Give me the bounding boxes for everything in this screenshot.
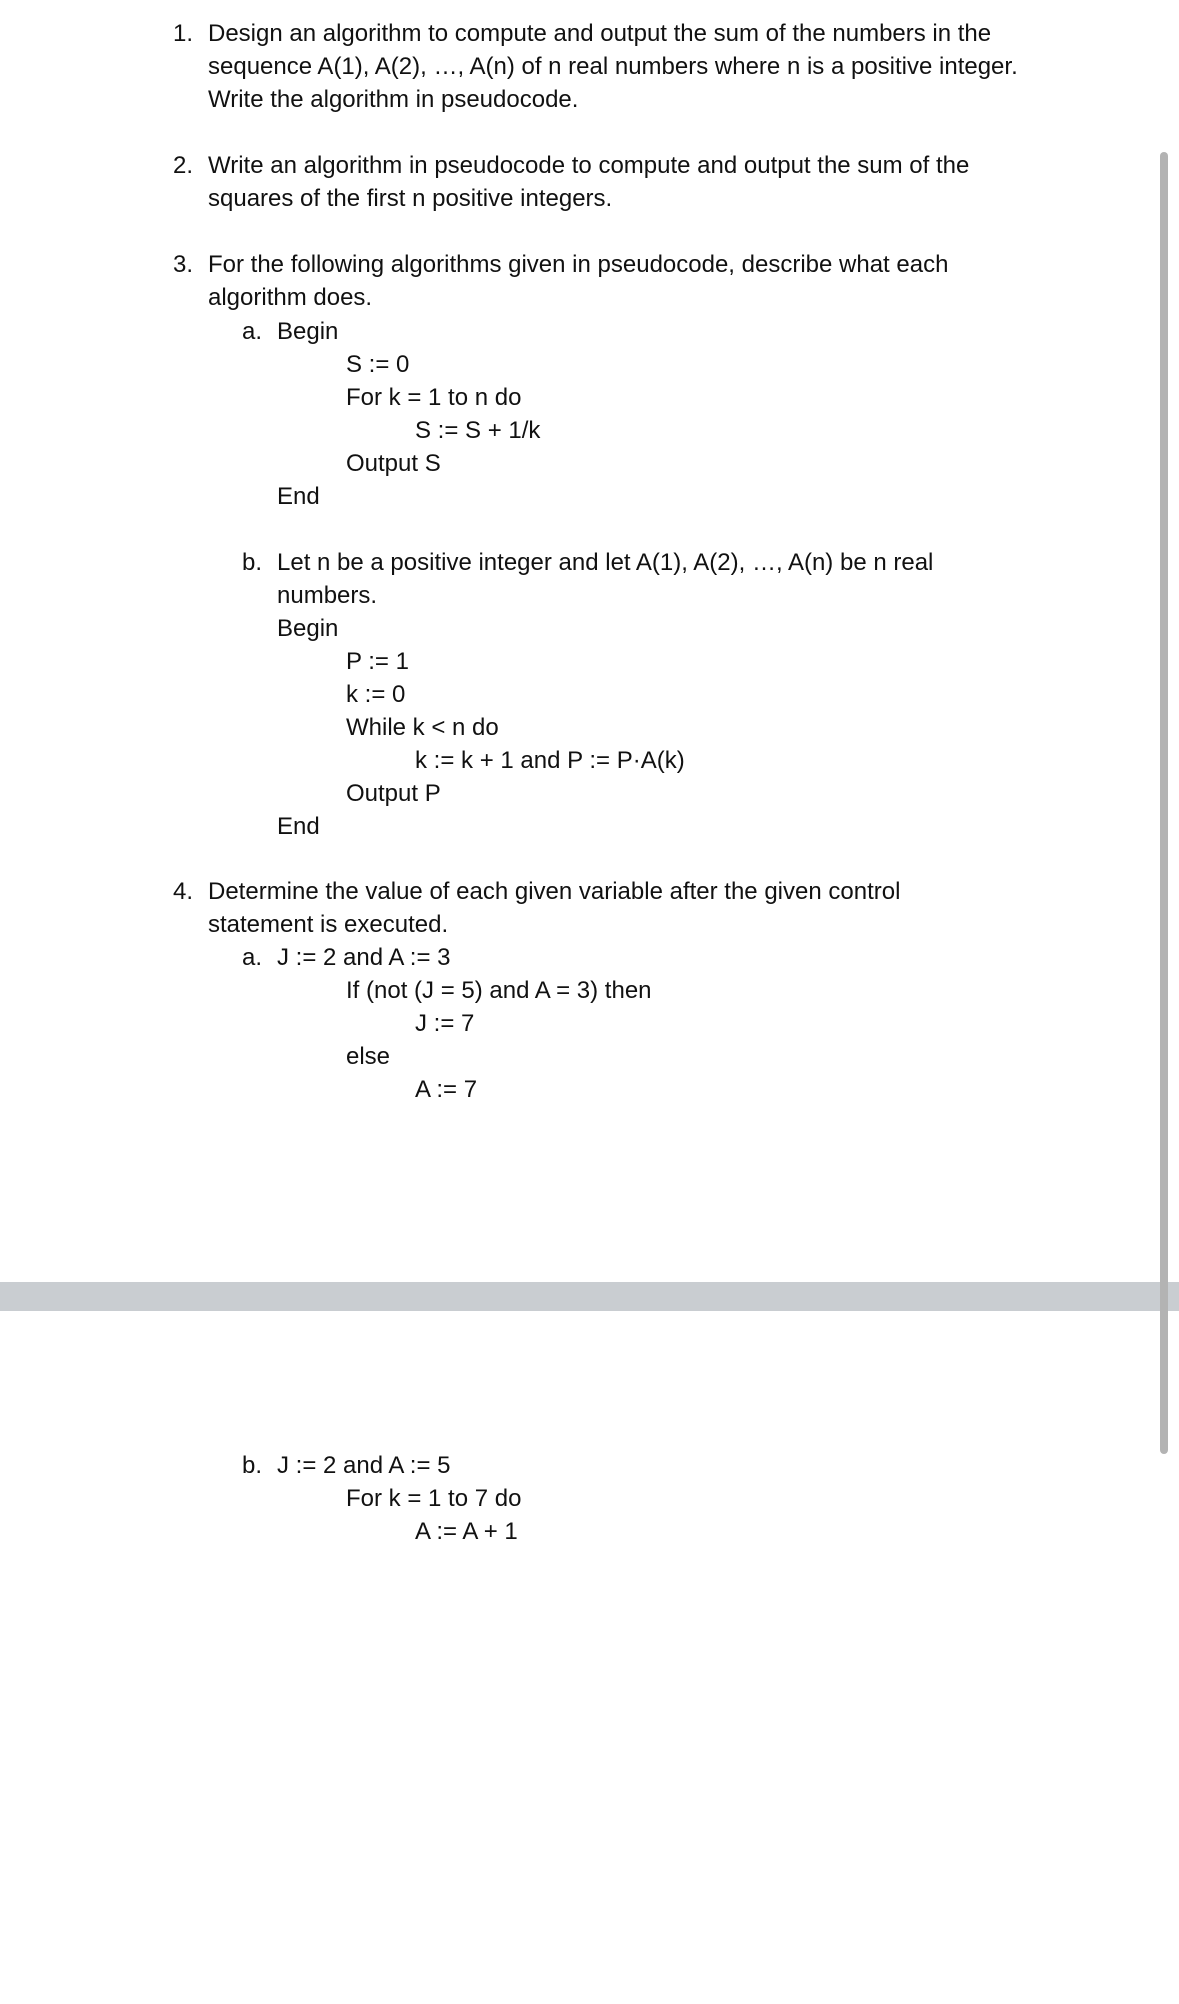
q3b-letter: b. [242, 549, 263, 576]
q4b-code-line-2: A := A + 1 [415, 1518, 518, 1545]
question-1-text-line-3: Write the algorithm in pseudocode. [208, 86, 579, 113]
q3a-code-line-4: Output S [346, 450, 441, 477]
question-1-text-line-2: sequence A(1), A(2), …, A(n) of n real numbers where n is a positive integer. [208, 53, 1018, 80]
q3a-code-line-3: S := S + 1/k [415, 417, 541, 444]
q4b-text: J := 2 and A := 5 [277, 1452, 451, 1479]
question-3-number: 3. [173, 251, 194, 278]
q3b-code-line-4: k := k + 1 and P := P·A(k) [415, 747, 685, 774]
q3b-code-line-3: While k < n do [346, 714, 499, 741]
q3a-code-line-2: For k = 1 to n do [346, 384, 522, 411]
q4a-code-line-4: A := 7 [415, 1076, 478, 1103]
q3a-code-line-1: S := 0 [346, 351, 410, 378]
question-2-number: 2. [173, 152, 194, 179]
q3a-end: End [277, 483, 320, 510]
q4a-text: J := 2 and A := 3 [277, 944, 451, 971]
question-4-text-line-2: statement is executed. [208, 911, 449, 938]
q3b-begin: Begin [277, 615, 339, 642]
question-1-number: 1. [173, 20, 194, 47]
question-2-text-line-2: squares of the first n positive integers. [208, 185, 613, 212]
q3b-text-line-2: numbers. [277, 582, 378, 609]
q3b-code-line-1: P := 1 [346, 648, 409, 675]
q3a-letter: a. [242, 318, 263, 345]
q4a-code-line-3: else [346, 1043, 391, 1070]
q4a-code-line-2: J := 7 [415, 1010, 475, 1037]
q3b-text-line-1: Let n be a positive integer and let A(1), A(2), …, A(n) be n real [277, 549, 934, 576]
q3a-begin: Begin [277, 318, 339, 345]
scrollbar[interactable] [1160, 152, 1168, 1454]
question-4-text-line-1: Determine the value of each given variable after the given control [208, 878, 901, 905]
q3b-code-line-2: k := 0 [346, 681, 406, 708]
q4b-letter: b. [242, 1452, 263, 1479]
q3b-end: End [277, 813, 320, 840]
q4a-letter: a. [242, 944, 263, 971]
q4b-code-line-1: For k = 1 to 7 do [346, 1485, 522, 1512]
question-3-text-line-1: For the following algorithms given in pseudocode, describe what each [208, 251, 949, 278]
page-break [0, 1282, 1179, 1311]
question-3-text-line-2: algorithm does. [208, 284, 373, 311]
question-2-text-line-1: Write an algorithm in pseudocode to compute and output the sum of the [208, 152, 970, 179]
question-1-text-line-1: Design an algorithm to compute and output the sum of the numbers in the [208, 20, 992, 47]
q4a-code-line-1: If (not (J = 5) and A = 3) then [346, 977, 652, 1004]
q3b-code-line-5: Output P [346, 780, 441, 807]
question-4-number: 4. [173, 878, 194, 905]
